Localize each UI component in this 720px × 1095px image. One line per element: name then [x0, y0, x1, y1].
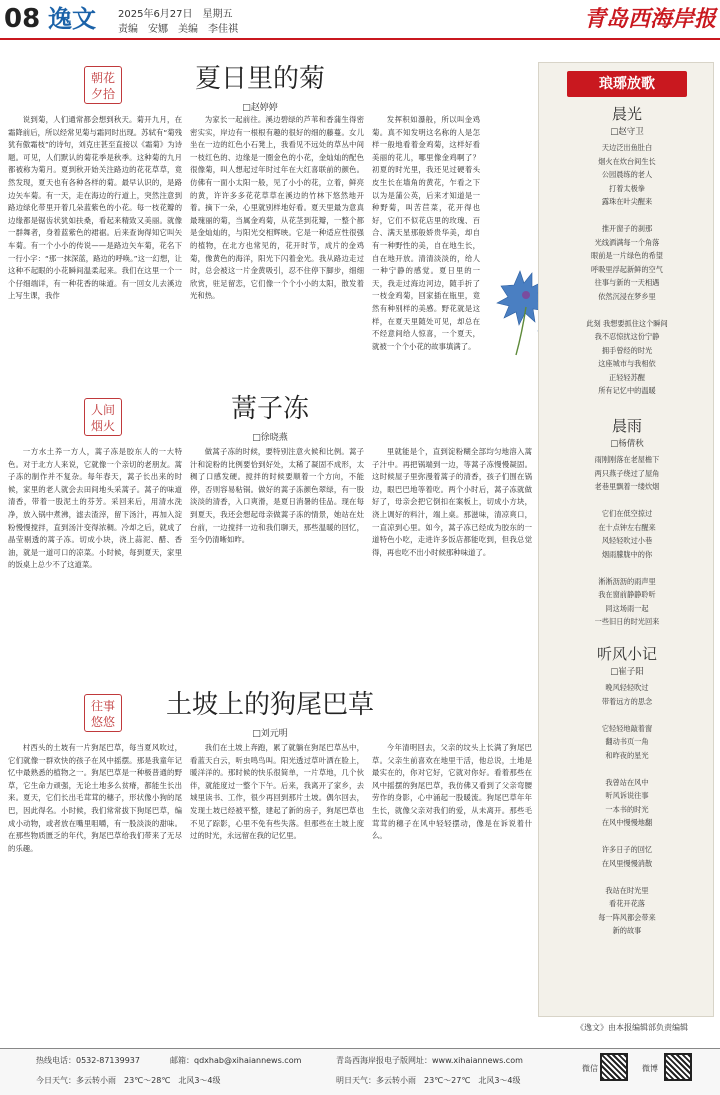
section-title: 逸文 — [48, 5, 96, 33]
masthead-logo: 青岛西海岸报 — [583, 6, 716, 32]
page-header — [0, 0, 720, 40]
poem-line: 天边泛出鱼肚白 — [601, 143, 653, 152]
poem-line: 在风中慢慢地翻 — [601, 818, 653, 827]
sidebar-title: 琅琊放歌 — [567, 71, 687, 97]
poem-line: 老巷里飘着一缕炊烟 — [594, 482, 660, 491]
poem-line — [539, 708, 715, 722]
poem-body — [539, 141, 715, 398]
poem-line: 我曾站在风中 — [605, 777, 649, 787]
poem-line: 我在窗前静静聆听 — [598, 590, 656, 599]
poem-line — [539, 494, 715, 508]
wechat-label: 微信 — [582, 1064, 598, 1073]
column-notice: 《逸文》由本报编辑部负责编辑 — [576, 1023, 688, 1032]
poem-line: 许多日子的回忆 — [601, 845, 653, 854]
poem-author: □赵守卫 — [610, 127, 644, 137]
poem-line — [539, 561, 715, 575]
poem-line: 烟雨朦胧中的你 — [601, 549, 653, 559]
poem-line: 公园晨练的老人 — [601, 170, 653, 179]
article-column: 里就能是个，直到淀粉糊全部均匀地溶入蒿子汁中。再把锅端到一边，等蒿子冻慢慢凝固。这时候屋子里弥漫着蒿子的清香，孩子们围在锅边，眼巴巴地等着吃。两个小时后，蒿子冻就做好了，母亲会把它倒扣在案板上，切成小方块，浇上调好的料汁，端上桌。那滋味，清凉爽口，一直凉到心里。如今，蒿子冻已经成为胶东的一道特色小吃，走进许多饭店都能吃到，但我总觉得，再也吃不出小时候那种味道了。 — [372, 447, 532, 557]
poem-title: 晨光 — [611, 105, 642, 123]
article-column: 发挥积如瀑般，所以叫金鸡菊。真不知发明这名称的人是怎样一般地看着金鸡菊，这样好看美丽的花儿，哪里像金鸡啊了？初夏的时光里，我还见过硬着头皮生长在墙角的黄花，乍看之下以为是蒲公英，后来才知道是一种野菊，叫苦苣菜，花开得也好，它们不似花店里的玫瑰、百合、满天星那般娇贵华美，却自有一种野性的美，自在地生长，自在地开放。清清淡淡的，给人一种宁静的感觉。夏日里的一天，我走过海边河边，随手折了一枝金鸡菊，回家插在瓶里，竟然有种别样的美感。野花就是这样，在夏天里随处可见，却总在不经意间给人惊喜，一个夏天，就被一个个小花的故事填满了。 — [372, 115, 480, 351]
poem-line: 听风诉说往事 — [605, 791, 649, 800]
hotline: 热线电话：0532-87139937 — [36, 1056, 140, 1065]
poem-line: 淅淅沥沥的雨声里 — [598, 576, 656, 586]
poem-line: 我站在时光里 — [605, 885, 649, 895]
poem-line: 和昨夜的星光 — [605, 750, 649, 760]
article-column: 村西头的土坡有一片狗尾巴草，每当夏风吹过，它们就像一群欢快的孩子在风中摇摆。那是我童年记忆中最熟悉的植物之一。狗尾巴草是一种极普通的野草，它生命力顽强，无论土地多么贫瘠，都能生长出来。夏天，它们长出毛茸茸的穗子，形状像小狗的尾巴，因此得名。小时候，我们常常拔下狗尾巴草，编成小动物，或者放在嘴里咀嚼，有一股淡淡的甜味。在那些物质匮乏的年代，狗尾巴草给我们带来了无尽的乐趣。 — [8, 743, 182, 853]
article-title: 蒿子冻 — [230, 394, 309, 424]
weather-today: 今日天气：多云转小雨 23℃～28℃ 北风3～4级 — [36, 1076, 221, 1085]
poem-line: 往事与新的一天相遇 — [594, 278, 660, 287]
editors: 责编 安娜 美编 李佳祺 — [118, 24, 238, 35]
poem-line: 打着太极拳 — [609, 183, 645, 193]
poem-line: 雨刚刚落在老屋檐下 — [594, 455, 660, 464]
poem-line: 正轻轻苏醒 — [609, 372, 645, 382]
poem-body — [539, 453, 715, 629]
article-column: 一方水土养一方人，蒿子冻是胶东人的一大特色。对于北方人来说，它就像一个亲切的老朋友。蒿子冻的制作并不复杂。每年春天，蒿子长出来的时候，家里的老人就会去田间地头采蒿子。蒿子的味道清香，带着一股泥土的芬芳。采回来后，用清水洗净，放入锅中煮沸，滤去渣滓，留下汤汁，再加入淀粉慢慢搅拌，直到汤汁变得浓稠。冷却之后，就成了晶莹剔透的蒿子冻。切成小块，浇上蒜泥、醋、香油，就是一道可口的凉菜。小时候，每到夏天，家里的饭桌上总少不了这道菜。 — [8, 447, 182, 570]
weibo-label: 微博 — [642, 1064, 658, 1073]
poem-line: 这座城市与我相依 — [598, 359, 656, 368]
poem-line: 在风里慢慢消散 — [601, 858, 653, 868]
article-column: 为家长一起前往。溪边碧绿的芦苇和香蒲生得密密实实，岸边有一根根有趣的很好的细的藤蔓。女儿坐在一边的红色小石凳上，我看见不远处的草丛中间一枝红色的、边缘是一圈金色的小花，金灿灿的配色很像菊，叫人想起过年时过年在大红喜联前的颜色。仿佛有一面小太阳一般，见了小小的花，立着，鲜亮的黄，许许多多花花草草在溪边的竹林下悠然地开着。摘下一朵，心里就别样地好看。夏天里最为意真最瑰丽的菊，当属金鸡菊，从花茎到花瓣，一整个都是金灿灿的，与阳光交相辉映。它是一种适应性很强的植物，在北方也常见的，花开时节，成片的金鸡菊，像黄色的海洋，阳光下闪着金光。我从路边走过时，总会被这一片金黄吸引，忍不住停下脚步，细细欣赏，驻足留恋，它们像一个个小小的太阳，散发着光和热。 — [190, 115, 364, 301]
article-author: □徐晓燕 — [252, 433, 288, 443]
poem-line: 在十点钟左右醒来 — [598, 522, 656, 532]
poem-title: 听风小记 — [596, 645, 657, 663]
tag-line: 烟火 — [90, 419, 115, 433]
article-column: 做蒿子冻的时候，要特别注意火候和比例。蒿子汁和淀粉的比例要恰到好处，太稀了凝固不成形，太稠了口感发硬。搅拌的时候要顺着一个方向，不能停，否则容易粘锅。做好的蒿子冻颜色翠绿，有一股淡淡的清香，入口爽滑，是夏日消暑的佳品。现在每到夏天，我还会想起母亲做蒿子冻的情景，她站在灶台前，一边搅拌一边和我们聊天，那些温暖的回忆，至今仍清晰如昨。 — [190, 447, 364, 545]
poem-line: 眼前是一片绿色的希望 — [591, 251, 663, 260]
poem-line: 同这场雨一起 — [605, 603, 649, 613]
poem-line: 它们在低空掠过 — [601, 509, 653, 518]
email: 邮箱：qdxhab@xihaiannews.com — [170, 1056, 302, 1065]
website: 青岛西海岸报电子版网址：www.xihaiannews.com — [336, 1056, 523, 1065]
poem-line: 光线洒满每一个角落 — [594, 237, 660, 247]
poem-author: □崔子阳 — [610, 667, 644, 677]
article-author: □刘元明 — [252, 729, 288, 739]
article-author: □赵婷婷 — [242, 103, 278, 113]
poem-line: 新的故事 — [612, 926, 642, 935]
article-column: 我们在土坡上奔跑，累了就躺在狗尾巴草丛中，看蓝天白云，听虫鸣鸟叫。阳光透过草叶洒在脸上，暖洋洋的。那时候的快乐很简单，一片草地，几个伙伴，就能度过一整个下午。后来，我离开了家乡，去城里读书、工作，很少再回到那片土坡。偶尔回去，发现土坡已经被平整，建起了新的房子，狗尾巴草也不见了踪影，心里不免有些失落。但那些在土坡上度过的时光，永远留在我的记忆里。 — [190, 743, 364, 841]
weibo-qr-icon[interactable] — [664, 1053, 692, 1081]
poem-line: 每一阵风都会带来 — [598, 912, 656, 922]
poem-line — [539, 209, 715, 223]
article-title: 夏日里的菊 — [194, 64, 325, 94]
column-tag — [84, 398, 122, 436]
poem-line: 所有记忆中的温暖 — [598, 386, 656, 395]
column-tag — [84, 694, 122, 732]
article-column: 说到菊，人们通常都会想到秋天。菊开九月，在霜降前后，所以经常见菊与霜同时出现。苏轼有“菊残犹有傲霜枝”的诗句，刘克庄甚至直接以《霜菊》为诗题。可见，人们默认的菊花季是秋季。这种菊的九月都被称为菊月。夏到秋开始关注路边的花花草草，竟然发现，夏天也有各种各样的菊。最早认识的，是路边矢车菊。有一天，走在海边的行道上，突然注意到路边绿化带里开着几朵蓝紫色的小花。每一枝花瓣的边缘都是锯齿状犹如扶桑，看起来精致又美丽。就像一群舞者，身着蓝紫色的裙裾。后来查询得知它叫矢车菊。有一个小小的传说——是路边矢车菊，花名下一行小字：“那一抹深蓝，路边的呼唤。”这一幻想，让这种不起眼的小花瞬间温柔起来。我们在这里一个一个仔细端详，有一种花香的味道。有一回女儿去溪边上写生课，我作 — [8, 115, 182, 301]
weather-tomorrow: 明日天气：多云转小雨 23℃～27℃ 北风3～4级 — [336, 1076, 521, 1085]
poem-line: 晚风轻轻吹过 — [605, 683, 649, 692]
tag-line: 人间 — [90, 403, 115, 417]
poetry-sidebar — [538, 62, 714, 1017]
poem-line: 我不忍惊扰这份宁静 — [594, 332, 660, 341]
poem-line: 带着远方的思念 — [601, 696, 653, 706]
poem-author: □杨倩秋 — [610, 439, 644, 449]
page-number: 08 — [4, 4, 41, 34]
poem-line: 烟火在炊台间生长 — [598, 156, 656, 166]
poem-line — [539, 762, 715, 776]
poem-line: 看花开花落 — [609, 899, 645, 908]
poem-line: 拥手曾经的时光 — [601, 345, 653, 355]
tag-line: 朝花 — [90, 71, 115, 85]
poem-line: 推开窗子的刹那 — [601, 224, 653, 233]
tag-line: 悠悠 — [90, 715, 115, 729]
tag-line: 夕拾 — [90, 87, 115, 101]
poem-line — [539, 870, 715, 884]
issue-date: 2025年6月27日 星期五 — [118, 9, 233, 20]
page-footer — [0, 1048, 720, 1095]
poem-body — [539, 681, 715, 938]
article-title: 土坡上的狗尾巴草 — [165, 690, 374, 720]
poem-line: 呼吸里浮起新鲜的空气 — [591, 264, 663, 274]
poem-line: 翻动书页一角 — [605, 737, 649, 746]
article-column: 今年清明回去，父亲的坟头上长满了狗尾巴草。父亲生前喜欢在地里干活，他总说，土地是最实在的，你对它好，它就对你好。看着那些在风中摇摆的狗尾巴草，我仿佛又看到了父亲弯腰劳作的身影，心中涌起一股暖流。狗尾巴草年年生长，就像父亲对我们的爱，从未离开。那些毛茸茸的穗子在风中轻轻摆动，像是在诉说着什么。 — [372, 743, 532, 841]
poem-line: 两只燕子绕过了屋角 — [594, 468, 660, 478]
column-tag — [84, 66, 122, 104]
wechat-qr-icon[interactable] — [600, 1053, 628, 1081]
poem-line — [539, 830, 715, 844]
poem-line: 一些旧日的时光回来 — [594, 617, 660, 626]
poem-line: 此刻 我想要抓住这个瞬间 — [586, 318, 668, 328]
tag-line: 往事 — [90, 699, 115, 713]
poem-line: 一本书的时光 — [605, 804, 649, 814]
poem-line — [539, 303, 715, 317]
poem-line: 露珠在叶尖醒来 — [601, 197, 653, 206]
poem-line: 依然沉浸在梦乡里 — [598, 291, 656, 301]
poem-line: 风轻轻吹过小巷 — [601, 536, 653, 545]
poem-title: 晨雨 — [611, 417, 642, 435]
poem-line: 它轻轻地敲着窗 — [601, 723, 653, 733]
